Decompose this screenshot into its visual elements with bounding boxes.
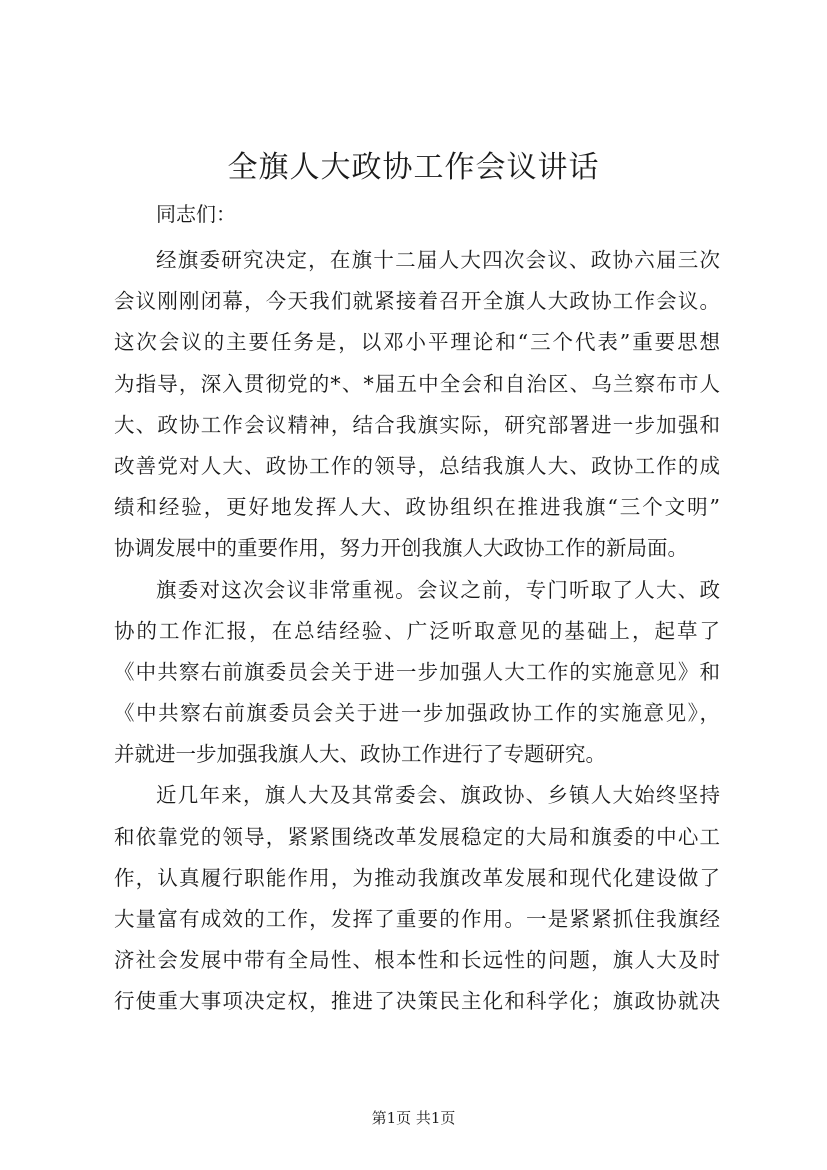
text-line: 作，认真履行职能作用，为推动我旗改革发展和现代化建设做了 <box>114 865 720 890</box>
page-number-footer: 第1页 共1页 <box>371 1109 456 1127</box>
text-line: 经旗委研究决定，在旗十二届人大四次会议、政协六届三次 <box>156 248 720 272</box>
text-line: 会议刚刚闭幕，今天我们就紧接着召开全旗人大政协工作会议。 <box>114 289 720 314</box>
text-line: 为指导，深入贯彻党的*、*届五中全会和自治区、乌兰察布市人 <box>114 371 720 396</box>
document-title: 全旗人大政协工作会议讲话 <box>227 150 600 185</box>
salutation: 同志们： <box>156 202 236 226</box>
text-line: 改善党对人大、政协工作的领导，总结我旗人大、政协工作的成 <box>114 453 720 478</box>
text-line: 协调发展中的重要作用，努力开创我旗人大政协工作的新局面。 <box>114 536 688 561</box>
text-line: 旗委对这次会议非常重视。会议之前，专门听取了人大、政 <box>156 577 720 602</box>
text-line: 和依靠党的领导，紧紧围绕改革发展稳定的大局和旗委的中心工 <box>114 824 720 849</box>
paragraph <box>114 570 720 776</box>
text-line: 这次会议的主要任务是，以邓小平理论和“三个代表”重要思想 <box>114 330 720 355</box>
paragraph <box>114 775 720 1022</box>
text-line: 济社会发展中带有全局性、根本性和长远性的问题，旗人大及时 <box>114 948 720 973</box>
paragraph <box>114 240 720 570</box>
text-line: 《中共察右前旗委员会关于进一步加强人大工作的实施意见》和 <box>114 659 720 684</box>
text-line: 协的工作汇报，在总结经验、广泛听取意见的基础上，起草了 <box>114 618 720 643</box>
document-body <box>114 240 720 1023</box>
text-line: 大量富有成效的工作，发挥了重要的作用。一是紧紧抓住我旗经 <box>114 907 720 931</box>
text-line: 绩和经验，更好地发挥人大、政协组织在推进我旗“三个文明” <box>114 495 720 520</box>
text-line: 行使重大事项决定权，推进了决策民主化和科学化；旗政协就决 <box>114 989 720 1014</box>
text-line: 《中共察右前旗委员会关于进一步加强政协工作的实施意见》， <box>114 701 720 726</box>
text-line: 大、政协工作会议精神，结合我旗实际，研究部署进一步加强和 <box>114 412 720 437</box>
text-line: 并就进一步加强我旗人大、政协工作进行了专题研究。 <box>114 742 606 767</box>
text-line: 近几年来，旗人大及其常委会、旗政协、乡镇人大始终坚持 <box>156 783 720 808</box>
